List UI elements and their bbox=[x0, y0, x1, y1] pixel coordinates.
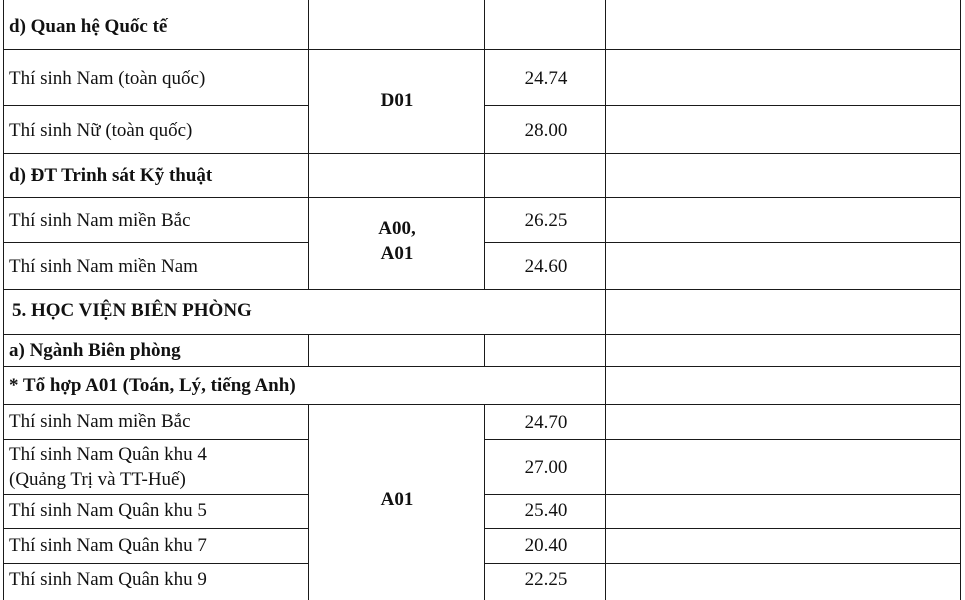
row-divider bbox=[3, 105, 309, 106]
score-value: 25.40 bbox=[524, 500, 568, 521]
subject-combination-code: A00, bbox=[378, 218, 416, 239]
row-divider bbox=[484, 105, 961, 106]
score-value: 24.70 bbox=[524, 412, 568, 433]
row-label: Thí sinh Nam Quân khu 7 bbox=[9, 535, 207, 556]
row-label: Thí sinh Nam Quân khu 5 bbox=[9, 500, 207, 521]
row-divider bbox=[484, 494, 961, 495]
section-subheading: * Tổ hợp A01 (Toán, Lý, tiếng Anh) bbox=[9, 375, 296, 396]
row-label: Thí sinh Nữ (toàn quốc) bbox=[9, 120, 193, 141]
row-divider bbox=[484, 528, 961, 529]
column-divider-2 bbox=[484, 0, 485, 289]
row-divider bbox=[3, 153, 961, 154]
section-heading: a) Ngành Biên phòng bbox=[9, 340, 181, 361]
table-border-right bbox=[960, 0, 961, 600]
subject-combination-code: D01 bbox=[380, 90, 414, 111]
row-label: Thí sinh Nam Quân khu 9 bbox=[9, 569, 207, 590]
row-divider bbox=[3, 334, 961, 335]
row-divider bbox=[484, 439, 961, 440]
row-divider bbox=[3, 439, 309, 440]
row-divider bbox=[3, 242, 309, 243]
score-value: 24.74 bbox=[524, 68, 568, 89]
school-heading: 5. HỌC VIỆN BIÊN PHÒNG bbox=[12, 300, 252, 321]
section-heading: d) ĐT Trinh sát Kỹ thuật bbox=[9, 165, 213, 186]
row-divider bbox=[3, 197, 961, 198]
score-value: 20.40 bbox=[524, 535, 568, 556]
section-heading: d) Quan hệ Quốc tế bbox=[9, 16, 168, 37]
row-divider bbox=[484, 563, 961, 564]
row-divider bbox=[3, 289, 961, 290]
row-divider bbox=[3, 528, 309, 529]
column-divider-1 bbox=[308, 334, 309, 366]
row-label: Thí sinh Nam (toàn quốc) bbox=[9, 68, 206, 89]
row-label: Thí sinh Nam miền Nam bbox=[9, 256, 198, 277]
score-value: 28.00 bbox=[524, 120, 568, 141]
score-value: 26.25 bbox=[524, 210, 568, 231]
score-value: 24.60 bbox=[524, 256, 568, 277]
row-divider bbox=[484, 242, 961, 243]
row-label: Thí sinh Nam miền Bắc bbox=[9, 210, 191, 231]
row-divider bbox=[3, 366, 961, 367]
score-value: 27.00 bbox=[524, 457, 568, 478]
row-label: Thí sinh Nam Quân khu 4 bbox=[9, 444, 207, 465]
subject-combination-code: A01 bbox=[380, 243, 414, 264]
column-divider-2 bbox=[484, 334, 485, 366]
row-label: Thí sinh Nam miền Bắc bbox=[9, 411, 191, 432]
column-divider-1 bbox=[308, 0, 309, 49]
row-label: (Quảng Trị và TT-Huế) bbox=[9, 469, 186, 490]
score-value: 22.25 bbox=[524, 569, 568, 590]
row-divider bbox=[3, 49, 961, 50]
row-divider bbox=[3, 404, 961, 405]
row-divider bbox=[3, 494, 309, 495]
table-border-left bbox=[3, 0, 4, 600]
subject-combination-code: A01 bbox=[380, 489, 414, 510]
row-divider bbox=[3, 563, 309, 564]
